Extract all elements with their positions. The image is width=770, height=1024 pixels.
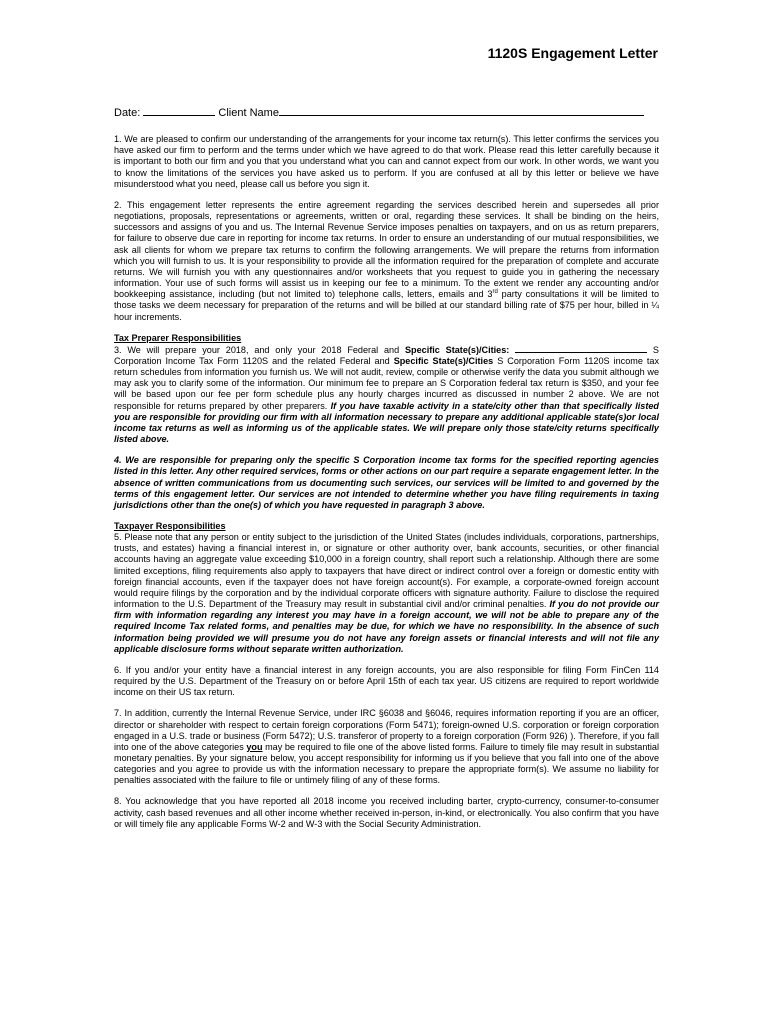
paragraph-2-text-end: party consultations it will be limited to those tasks we deem necessary for preparation of the returns and will be billed at our standard billing rate of $75 per hour, billed in ¼ hour increments. (114, 289, 659, 322)
paragraph-6: 6. If you and/or your entity have a financial interest in any foreign accounts, you are also responsible for filing Form FinCen 114 required by the U.S. Department of the Treasury on or before April 15th of each tax year. US citizens are required to report worldwide income on their US tax return. (114, 664, 659, 698)
paragraph-5 (114, 532, 659, 655)
paragraph-3-text-mid: S Corporation Income Tax Form 1120S and the related Federal and (114, 344, 659, 366)
paragraph-2 (114, 200, 659, 323)
paragraph-5-emphasis: If you do not provide our firm with information regarding any interest you may have in a foreign account, we will not be able to prepare any of the required Income Tax related forms, and penalties may be due, for which we have no responsibility. In the absence of such information being provided we will presume you do not have any foreign assets or financial interests and will not file any applicable disclosure forms without separate written authorization. (114, 599, 659, 654)
letter-body (114, 104, 659, 840)
specific-states-label: Specific State(s)/Cities: (404, 344, 510, 355)
paragraph-7-text: 7. In addition, currently the Internal Revenue Service, under IRC §6038 and §6046, requires information reporting if you are an officer, director or shareholder with respect to certain foreign corporations (Form 5471); foreign-owned U.S. corporation or foreign corporation engaged in a U.S. trade or business (Form 5472); U.S. transferor of property to a foreign corporation (Form 926) ). Therefore, if you fall into one of the above categories (114, 708, 659, 752)
paragraph-5-text: 5. Please note that any person or entity subject to the jurisdiction of the United States (includes individuals, corporations, partnerships, trusts, and estates) having a financial interest in, or signature or other authority over, bank accounts, securities, or other financial accounts having an aggregate value exceeding $10,000 in a foreign country, shall report such a relationship. Although there are some limited exceptions, filing requirements also apply to taxpayers that have direct or indirect control over a foreign or domestic entity with foreign financial accounts, even if the taxpayer does not have foreign account(s). For example, a corporate-owned foreign account would require filings by the corporation and by the individual corporate officers with signature authority. Failure to disclose the required information to the U.S. Department of the Treasury may result in substantial civil and/or criminal penalties. (114, 532, 659, 610)
paragraph-3-text-end: S Corporation Form 1120S income tax return schedules from information you furnish us. We will not audit, review, compile or otherwise verify the data you submit although we may ask you to clarify some of the information. Our minimum fee to prepare an S Corporation federal tax return is $350, and your fee will be based upon our fee per form schedule plus any hourly charges incurred as discussed in number 2 above. We are not responsible for returns prepared by other preparers. (114, 355, 659, 411)
date-field[interactable] (143, 104, 215, 116)
paragraph-7-text-end: may be required to file one of the above listed forms. Failure to timely file may result in substantial monetary penalties. By your signature below, you accept responsibility for informing us if you believe that you fall into one of the above categories and you agree to provide us with the information necessary to prepare the appropriate form(s). We assume no liability for penalties associated with the failure to file or untimely filing of any of these forms. (114, 741, 659, 786)
paragraph-3-emphasis: If you have taxable activity in a state/city other than that specifically listed you are responsible for providing our firm with all information necessary to prepare any additional applicable state(s)or local income tax returns as well as informing us of the applicable states. We will prepare only those state/city returns specifically listed above. (114, 400, 659, 445)
paragraph-2-text: 2. This engagement letter represents the entire agreement regarding the services described herein and supersedes all prior negotiations, proposals, representations or agreements, written or oral, regarding these services. It shall be binding on the heirs, successors and assigns of you and us. The Internal Revenue Service imposes penalties on taxpayers, and on us as return preparers, for failure to observe due care in reporting for income tax returns. In order to ensure an understanding of our mutual responsibilities, we ask all clients for whom we prepare tax returns to confirm the following arrangements. We will prepare the returns from information which you will furnish to us. It is your responsibility to provide all the information required for the preparation of complete and accurate returns. We will furnish you with any questionnaires and/or worksheets that you request to guide you in gathering the necessary information. Your use of such forms will assist us in keeping our fee to a minimum. To the extent we render any accounting and/or bookkeeping assistance, including (but not limited to) telephone calls, letters, emails and 3 (114, 199, 659, 300)
specific-states-label-2: Specific State(s)/Cities (393, 355, 494, 366)
paragraph-7-underline: you (246, 741, 263, 752)
superscript-rd: rd (492, 289, 498, 296)
date-client-line (114, 104, 659, 119)
paragraph-3-text: 3. We will prepare your 2018, and only your 2018 Federal and (114, 344, 405, 355)
page-title: 1120S Engagement Letter (487, 45, 658, 61)
heading-taxpayer-responsibilities: Taxpayer Responsibilities (114, 521, 226, 531)
paragraph-7 (114, 708, 659, 786)
heading-tax-preparer-responsibilities: Tax Preparer Responsibilities (114, 332, 242, 343)
paragraph-3 (114, 344, 659, 445)
client-name-label: Client Name (218, 107, 279, 119)
date-label: Date: (114, 107, 141, 119)
paragraph-1: 1. We are pleased to confirm our understanding of the arrangements for your income tax return(s). This letter confirms the services you have asked our firm to perform and the terms under which we have agreed to do that work. Please read this letter carefully because it is important to both our firm and you that you understand what you can and cannot expect from our work. In other words, we want you to know the limitations of the services you have asked us to perform. If you are confused at all by this letter or believe we have misunderstood what you need, please call us before you sign it. (114, 134, 659, 189)
paragraph-8: 8. You acknowledge that you have reported all 2018 income you received including barter, crypto-currency, consumer-to-consumer activity, cash based revenues and all other income whether received in-person, in-kind, or electronically. You also confirm that you have or will timely file any applicable Forms W-2 and W-3 with the Social Security Administration. (114, 796, 659, 829)
paragraph-4: 4. We are responsible for preparing only the specific S Corporation income tax forms for the specified reporting agencies listed in this letter. Any other required services, forms or other actions on our part require a separate engagement letter. In the absence of written communications from us documenting such services, our services will be limited to and governed by the terms of this engagement letter. Our services are not intended to determine whether you have filing requirements in taxing jurisdictions other than the one(s) of which you have requested in paragraph 3 above. (114, 455, 659, 510)
client-name-field[interactable] (279, 104, 644, 116)
specific-states-field[interactable] (515, 344, 647, 353)
